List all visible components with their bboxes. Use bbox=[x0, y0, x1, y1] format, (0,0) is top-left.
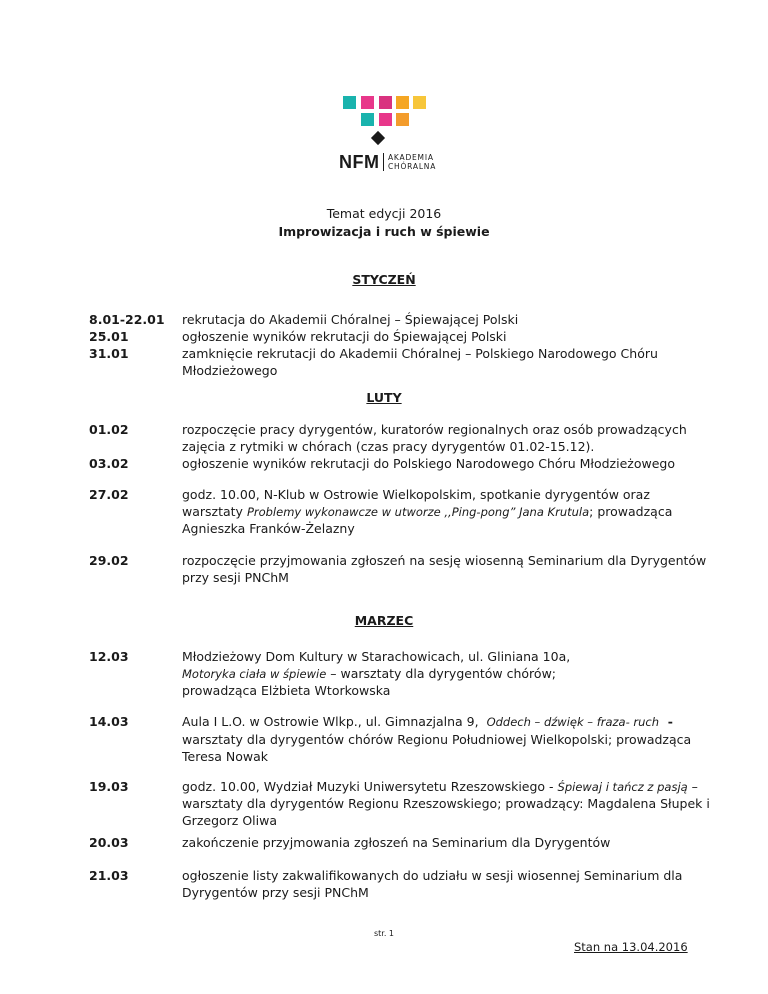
date: 01.02 bbox=[89, 422, 129, 437]
event-text-part: – warsztaty dla dyrygentów chórów; bbox=[326, 666, 556, 681]
date: 27.02 bbox=[89, 487, 129, 502]
event-text: Teresa Nowak bbox=[182, 749, 269, 764]
logo-square bbox=[379, 96, 392, 109]
date: 29.02 bbox=[89, 553, 129, 568]
logo-square bbox=[379, 113, 392, 126]
event-text: godz. 10.00, N-Klub w Ostrowie Wielkopolskim, spotkanie dyrygentów oraz bbox=[182, 487, 650, 502]
event-text bbox=[182, 503, 672, 521]
date: 25.01 bbox=[89, 329, 129, 344]
event-text-part: – bbox=[687, 779, 698, 794]
event-text: ogłoszenie wyników rekrutacji do Polskiego Narodowego Chóru Młodzieżowego bbox=[182, 456, 675, 471]
logo-square bbox=[361, 113, 374, 126]
month-title-luty: LUTY bbox=[366, 390, 402, 405]
date: 14.03 bbox=[89, 714, 129, 729]
date: 20.03 bbox=[89, 835, 129, 850]
event-text-part: Aula I L.O. w Ostrowie Wlkp., ul. Gimnazjalna 9, bbox=[182, 714, 487, 729]
event-text: Dyrygentów przy sesji PNChM bbox=[182, 885, 369, 900]
event-text: Młodzieżowy Dom Kultury w Starachowicach, ul. Gliniana 10a, bbox=[182, 649, 571, 664]
workshop-title: Oddech – dźwięk – fraza- ruch bbox=[486, 715, 660, 729]
event-text: Agnieszka Franków-Żelazny bbox=[182, 521, 355, 536]
logo-square bbox=[413, 96, 426, 109]
logo-square bbox=[361, 96, 374, 109]
event-text: prowadząca Elżbieta Wtorkowska bbox=[182, 683, 391, 698]
edition-label: Temat edycji 2016 bbox=[326, 206, 442, 221]
date: 12.03 bbox=[89, 649, 129, 664]
event-text-part: warsztaty bbox=[182, 504, 247, 519]
event-text-part: - bbox=[659, 714, 673, 729]
logo-sub-1: AKADEMIA bbox=[388, 153, 434, 162]
event-text-part: godz. 10.00, Wydział Muzyki Uniwersytetu Rzeszowskiego - bbox=[182, 779, 558, 794]
event-text-part: ; prowadząca bbox=[589, 504, 673, 519]
logo-square bbox=[396, 113, 409, 126]
date: 03.02 bbox=[89, 456, 129, 471]
logo-square bbox=[343, 96, 356, 109]
date: 8.01-22.01 bbox=[89, 312, 165, 327]
month-title-styczen: STYCZEŃ bbox=[352, 272, 416, 287]
event-text: rozpoczęcie przyjmowania zgłoszeń na sesję wiosenną Seminarium dla Dyrygentów bbox=[182, 553, 707, 568]
page-number: str. 1 bbox=[373, 929, 395, 938]
event-text: ogłoszenie wyników rekrutacji do Śpiewającej Polski bbox=[182, 329, 507, 344]
event-text: rekrutacja do Akademii Chóralnej – Śpiewającej Polski bbox=[182, 312, 519, 327]
workshop-title: Śpiewaj i tańcz z pasją bbox=[557, 780, 688, 794]
event-text bbox=[182, 778, 698, 796]
date: 19.03 bbox=[89, 779, 129, 794]
logo-sub-2: CHÓRALNA bbox=[388, 162, 437, 171]
logo-square bbox=[396, 96, 409, 109]
workshop-title: Problemy wykonawcze w utworze ,,Ping-pong” Jana Krutula bbox=[246, 505, 590, 519]
event-text bbox=[182, 665, 556, 683]
edition-theme: Improwizacja i ruch w śpiewie bbox=[278, 224, 490, 239]
event-text bbox=[182, 713, 673, 731]
date: 21.03 bbox=[89, 868, 129, 883]
event-text: zamknięcie rekrutacji do Akademii Chóralnej – Polskiego Narodowego Chóru bbox=[182, 346, 658, 361]
workshop-title: Motoryka ciała w śpiewie bbox=[182, 667, 327, 681]
event-text: Młodzieżowego bbox=[182, 363, 278, 378]
event-text: ogłoszenie listy zakwalifikowanych do udziału w sesji wiosennej Seminarium dla bbox=[182, 868, 683, 883]
event-text: przy sesji PNChM bbox=[182, 570, 289, 585]
event-text: warsztaty dla dyrygentów Regionu Rzeszowskiego; prowadzący: Magdalena Słupek i bbox=[182, 796, 710, 811]
logo-divider bbox=[383, 153, 384, 171]
event-text: zajęcia z rytmiki w chórach (czas pracy dyrygentów 01.02-15.12). bbox=[182, 439, 595, 454]
logo-brand: NFM bbox=[339, 152, 380, 172]
date: 31.01 bbox=[89, 346, 129, 361]
event-text: warsztaty dla dyrygentów chórów Regionu Południowej Wielkopolski; prowadząca bbox=[182, 732, 692, 747]
status-date: Stan na 13.04.2016 bbox=[574, 940, 688, 954]
logo-diamond bbox=[371, 131, 385, 145]
month-title-marzec: MARZEC bbox=[354, 613, 414, 628]
event-text: rozpoczęcie pracy dyrygentów, kuratorów regionalnych oraz osób prowadzących bbox=[182, 422, 687, 437]
event-text: zakończenie przyjmowania zgłoszeń na Seminarium dla Dyrygentów bbox=[182, 835, 611, 850]
event-text: Grzegorz Oliwa bbox=[182, 813, 278, 828]
